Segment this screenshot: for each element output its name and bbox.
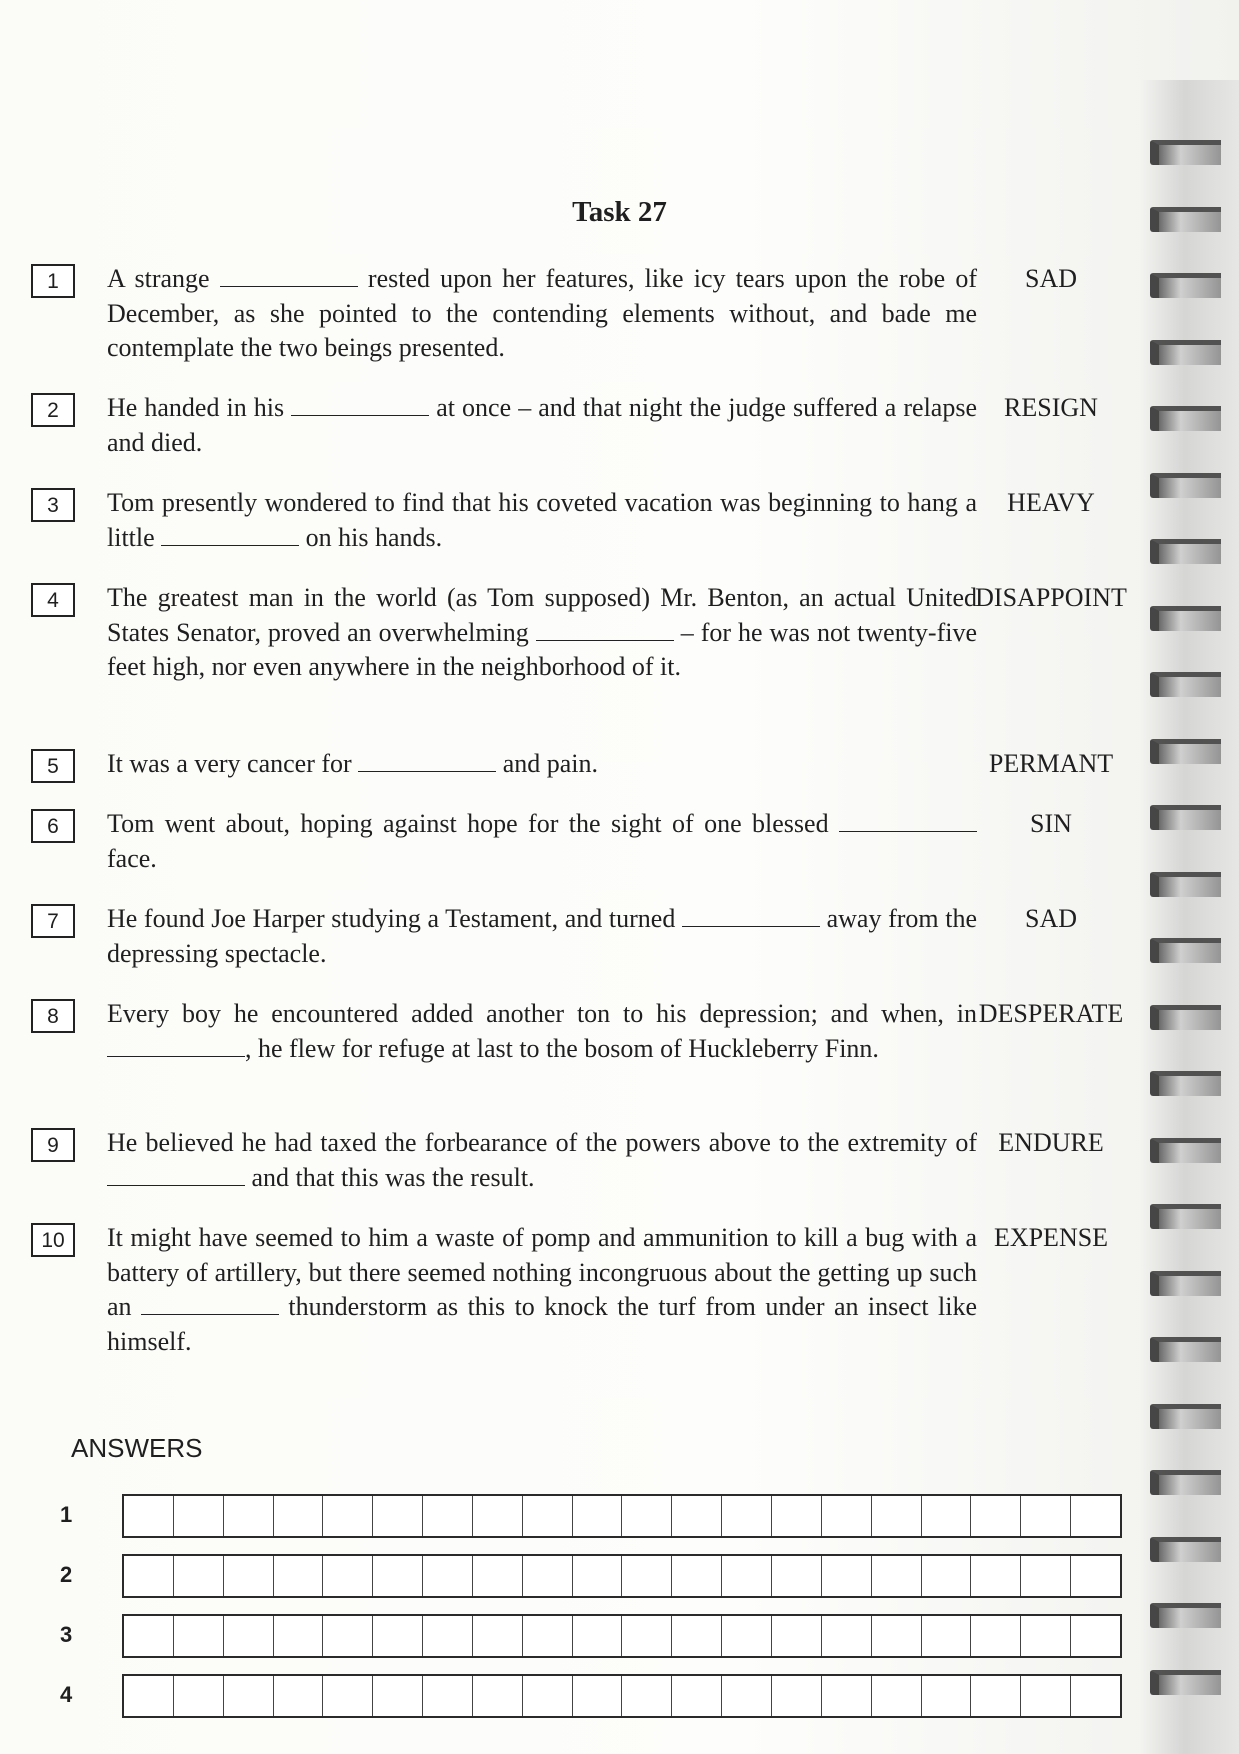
answer-cell[interactable] (274, 1676, 324, 1716)
answer-cell[interactable] (373, 1556, 423, 1596)
answer-cell[interactable] (672, 1496, 722, 1536)
answer-cell[interactable] (573, 1676, 623, 1716)
answer-cell[interactable] (523, 1496, 573, 1536)
answer-cells[interactable] (122, 1674, 1122, 1718)
spiral-ring-icon (1150, 739, 1221, 764)
answer-blank (358, 749, 496, 772)
base-word: SAD (1024, 264, 1077, 293)
answer-cell[interactable] (174, 1556, 224, 1596)
answer-cell[interactable] (722, 1496, 772, 1536)
item-number: 6 (31, 809, 75, 843)
answer-cell[interactable] (274, 1616, 324, 1656)
spiral-binding (1140, 80, 1239, 1754)
answer-cell[interactable] (423, 1676, 473, 1716)
answer-cell[interactable] (872, 1616, 922, 1656)
item-number: 4 (31, 583, 75, 617)
answer-cell[interactable] (373, 1496, 423, 1536)
answer-cell[interactable] (224, 1556, 274, 1596)
answer-cell[interactable] (323, 1556, 373, 1596)
spiral-ring-icon (1150, 473, 1221, 498)
answer-cell[interactable] (423, 1556, 473, 1596)
answer-cell[interactable] (971, 1556, 1021, 1596)
answer-cell[interactable] (1021, 1676, 1071, 1716)
spiral-ring-icon (1150, 606, 1221, 631)
answer-cells[interactable] (122, 1494, 1122, 1538)
answer-cell[interactable] (872, 1676, 922, 1716)
spiral-ring-icon (1150, 872, 1221, 897)
answer-row-number: 3 (60, 1622, 73, 1647)
item-sentence: He handed in his at once – and that night the judge suffered a relapse and died. (107, 393, 977, 457)
item-number: 10 (31, 1223, 75, 1257)
spiral-ring-icon (1150, 1670, 1221, 1695)
item-number: 1 (31, 264, 75, 298)
answer-cell[interactable] (573, 1556, 623, 1596)
answer-cell[interactable] (971, 1676, 1021, 1716)
answer-cell[interactable] (622, 1556, 672, 1596)
spiral-ring-icon (1150, 1071, 1221, 1096)
spiral-ring-icon (1150, 1204, 1221, 1229)
answer-cells[interactable] (122, 1554, 1122, 1598)
answer-row (0, 1554, 1150, 1600)
answer-cell[interactable] (722, 1676, 772, 1716)
answer-cell[interactable] (922, 1496, 972, 1536)
item-number: 5 (31, 749, 75, 783)
answer-cell[interactable] (772, 1616, 822, 1656)
answer-cell[interactable] (224, 1676, 274, 1716)
answer-cell[interactable] (622, 1676, 672, 1716)
answer-cell[interactable] (523, 1676, 573, 1716)
item-number: 3 (31, 488, 75, 522)
answer-cell[interactable] (872, 1496, 922, 1536)
answer-cell[interactable] (822, 1616, 872, 1656)
item-sentence: The greatest man in the world (as Tom supposed) Mr. Benton, an actual United States Senator, proved an overwhelming – for he was not twenty-five feet high, nor even anywhere in the neighborhood of it. (107, 583, 978, 681)
item-number: 2 (31, 393, 75, 427)
answer-cell[interactable] (373, 1616, 423, 1656)
spiral-ring-icon (1150, 1138, 1221, 1163)
answer-cell[interactable] (822, 1496, 872, 1536)
item-sentence: He believed he had taxed the forbearance of the powers above to the extremity of and that this was the result. (107, 1128, 977, 1192)
answer-cell[interactable] (124, 1556, 174, 1596)
spiral-ring-icon (1150, 1603, 1221, 1628)
answer-cell[interactable] (224, 1496, 274, 1536)
answer-cell[interactable] (822, 1556, 872, 1596)
item-number: 9 (31, 1128, 75, 1162)
spiral-ring-icon (1150, 207, 1221, 232)
spiral-ring-icon (1150, 938, 1221, 963)
base-word: DESPERATE (978, 999, 1124, 1028)
base-word: SAD (1024, 904, 1077, 933)
item-sentence: Tom went about, hoping against hope for the sight of one blessed face. (107, 807, 977, 876)
spiral-ring-icon (1150, 1404, 1221, 1429)
answer-cell[interactable] (323, 1496, 373, 1536)
base-word: DISAPPOINT (975, 583, 1127, 612)
answer-cell[interactable] (473, 1676, 523, 1716)
spiral-ring-icon (1150, 539, 1221, 564)
spiral-ring-icon (1150, 406, 1221, 431)
answer-cell[interactable] (573, 1496, 623, 1536)
answer-cell[interactable] (1071, 1496, 1120, 1536)
item-sentence: Tom presently wondered to find that his coveted vacation was beginning to hang a little on his hands. (107, 488, 977, 552)
answer-cell[interactable] (473, 1556, 523, 1596)
answer-cell[interactable] (523, 1556, 573, 1596)
answer-blank (536, 618, 674, 641)
answer-cell[interactable] (722, 1616, 772, 1656)
answer-cell[interactable] (622, 1616, 672, 1656)
item-sentence: Every boy he encountered added another ton to his depression; and when, in , he flew for refuge at last to the bosom of Huckleberry Finn. (107, 999, 977, 1063)
answer-cell[interactable] (672, 1676, 722, 1716)
answer-cell[interactable] (124, 1676, 174, 1716)
item-sentence: He found Joe Harper studying a Testament, and turned away from the depressing spectacle. (107, 904, 977, 968)
answer-cell[interactable] (622, 1496, 672, 1536)
spiral-ring-icon (1150, 1537, 1221, 1562)
answer-cell[interactable] (1071, 1556, 1120, 1596)
answer-cell[interactable] (124, 1496, 174, 1536)
answer-cell[interactable] (473, 1496, 523, 1536)
answer-cell[interactable] (473, 1616, 523, 1656)
spiral-ring-icon (1150, 805, 1221, 830)
item-number: 7 (31, 904, 75, 938)
answer-blank (107, 1163, 245, 1186)
spiral-ring-icon (1150, 140, 1221, 165)
answer-blank (107, 1034, 245, 1057)
answer-cell[interactable] (672, 1556, 722, 1596)
answer-blank (161, 523, 299, 546)
item-number: 8 (31, 999, 75, 1033)
answer-blank (141, 1292, 279, 1315)
answer-row-number: 1 (60, 1502, 73, 1527)
base-word: EXPENSE (993, 1223, 1109, 1252)
answer-cell[interactable] (922, 1616, 972, 1656)
task-title: Task 27 (572, 196, 667, 228)
spiral-ring-icon (1150, 1271, 1221, 1296)
spiral-ring-icon (1150, 273, 1221, 298)
answer-cell[interactable] (822, 1676, 872, 1716)
item-sentence: A strange rested upon her features, like icy tears upon the robe of December, as she pointed to the contending elements without, and bade me contemplate the two beings presented. (107, 264, 978, 362)
spiral-ring-icon (1150, 1337, 1221, 1362)
answer-row (0, 1494, 1150, 1540)
answer-cell[interactable] (174, 1676, 224, 1716)
answer-cell[interactable] (1071, 1616, 1120, 1656)
answer-cell[interactable] (922, 1676, 972, 1716)
answer-cell[interactable] (1021, 1616, 1071, 1656)
answer-cell[interactable] (274, 1496, 324, 1536)
answer-cells[interactable] (122, 1614, 1122, 1658)
answer-blank (291, 393, 429, 416)
spiral-ring-icon (1150, 1005, 1221, 1030)
answer-cell[interactable] (772, 1676, 822, 1716)
answer-cell[interactable] (323, 1616, 373, 1656)
answer-cell[interactable] (224, 1616, 274, 1656)
spiral-ring-icon (1150, 672, 1221, 697)
answer-row (0, 1614, 1150, 1660)
answer-cell[interactable] (274, 1556, 324, 1596)
answer-cell[interactable] (423, 1616, 473, 1656)
answer-blank (220, 264, 358, 287)
item-sentence: It was a very cancer for and pain. (107, 749, 599, 778)
answer-cell[interactable] (1021, 1496, 1071, 1536)
answer-cell[interactable] (872, 1556, 922, 1596)
answer-cell[interactable] (772, 1496, 822, 1536)
base-word: SIN (1030, 809, 1072, 838)
answer-cell[interactable] (971, 1616, 1021, 1656)
answer-cell[interactable] (672, 1616, 722, 1656)
answer-blank (682, 904, 820, 927)
answer-cell[interactable] (174, 1616, 224, 1656)
answer-row-number: 2 (60, 1562, 73, 1587)
answer-cell[interactable] (1071, 1676, 1120, 1716)
answer-cell[interactable] (124, 1616, 174, 1656)
answer-cell[interactable] (573, 1616, 623, 1656)
base-word: PERMANT (988, 749, 1114, 778)
item-sentence: It might have seemed to him a waste of pomp and ammunition to kill a bug with a battery of artillery, but there seemed nothing incongruous about the getting up such an thunderstorm as this to knock the turf from under an insect like himself. (107, 1223, 977, 1356)
base-word: ENDURE (998, 1128, 1104, 1157)
answer-cell[interactable] (423, 1496, 473, 1536)
answer-cell[interactable] (373, 1676, 423, 1716)
answer-cell[interactable] (722, 1556, 772, 1596)
base-word: HEAVY (1007, 488, 1095, 517)
base-word: RESIGN (1004, 393, 1098, 422)
answer-cell[interactable] (971, 1496, 1021, 1536)
answers-heading: ANSWERS (71, 1433, 203, 1463)
spiral-ring-icon (1150, 1470, 1221, 1495)
answer-cell[interactable] (323, 1676, 373, 1716)
answer-cell[interactable] (772, 1556, 822, 1596)
answer-cell[interactable] (174, 1496, 224, 1536)
answer-cell[interactable] (523, 1616, 573, 1656)
answer-cell[interactable] (922, 1556, 972, 1596)
answer-row-number: 4 (60, 1682, 73, 1707)
answer-row (0, 1674, 1150, 1720)
spiral-ring-icon (1150, 340, 1221, 365)
answer-cell[interactable] (1021, 1556, 1071, 1596)
